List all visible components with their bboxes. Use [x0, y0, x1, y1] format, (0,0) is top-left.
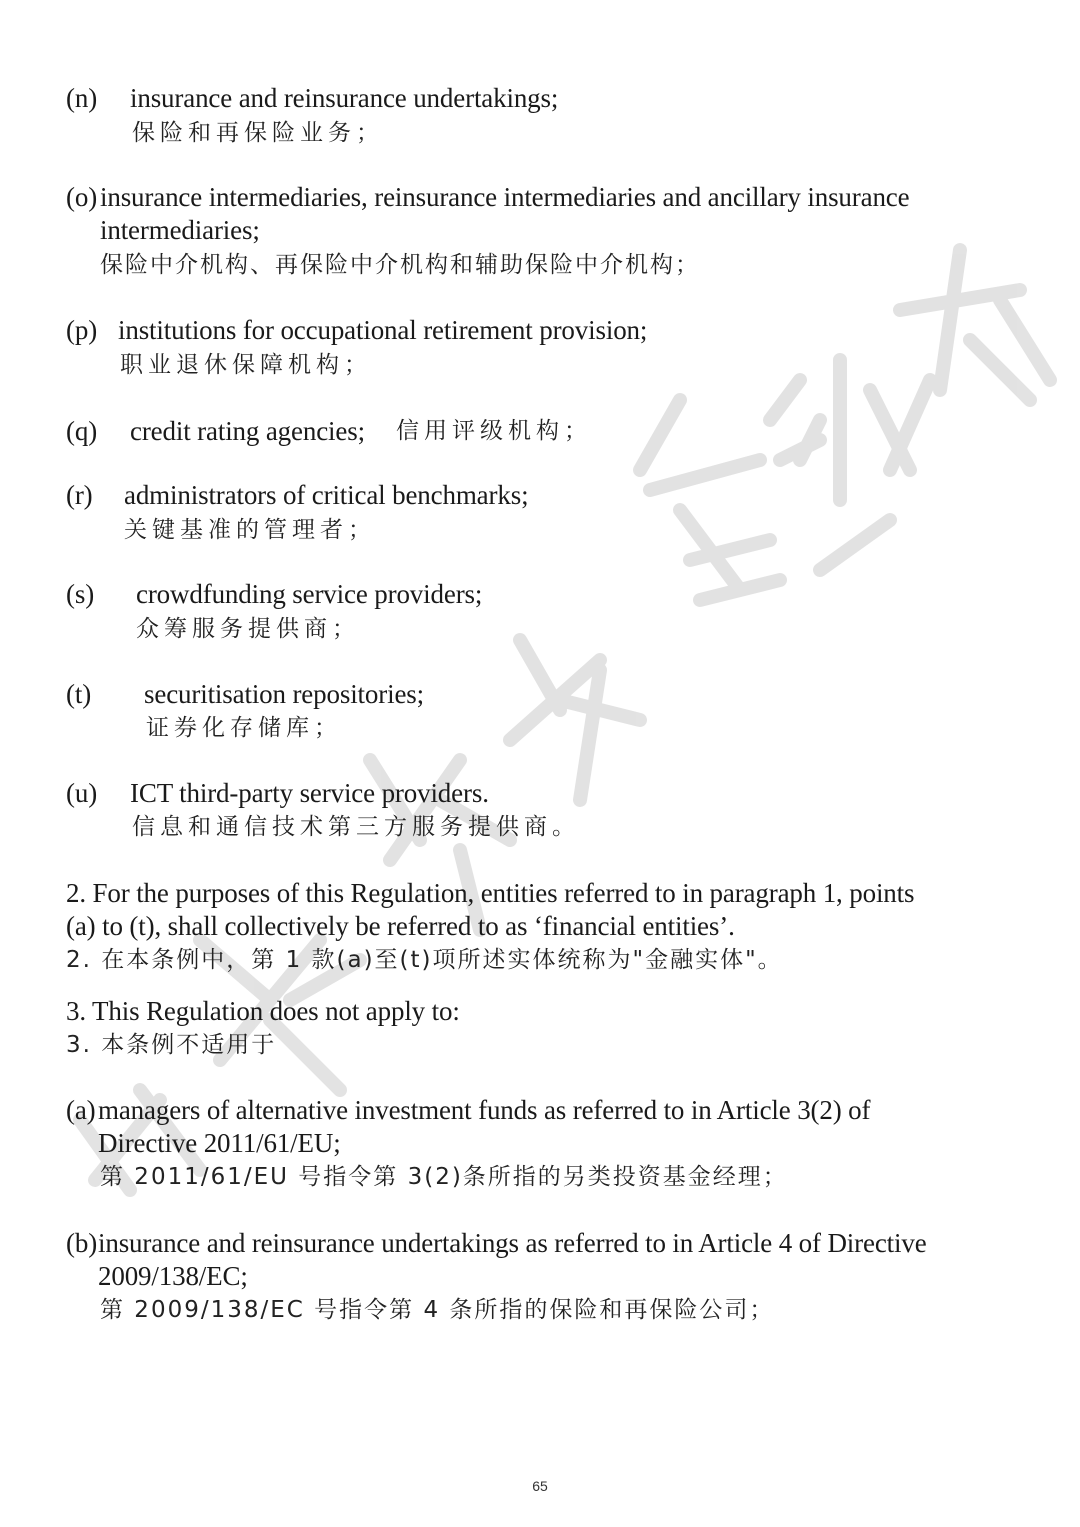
exclusion-a-marker: (a)	[66, 1095, 96, 1125]
exclusion-a-text-en-line2: Directive 2011/61/EU;	[98, 1128, 341, 1158]
item-q-marker: (q)	[66, 416, 98, 446]
para3-text-en: 3. This Regulation does not apply to:	[66, 996, 460, 1026]
item-r-text-en: administrators of critical benchmarks;	[124, 480, 529, 510]
page-number: 65	[532, 1478, 548, 1494]
exclusion-b-text-en-line1: insurance and reinsurance undertakings as referred to in Article 4 of Directive	[98, 1228, 927, 1258]
para2-text-zh: 2. 在本条例中，第 1 款(a)至(t)项所述实体统称为"金融实体"。	[66, 947, 783, 973]
item-t-text-zh: 证券化存储库；	[146, 715, 342, 741]
para2-text-en-line2: (a) to (t), shall collectively be referred to as ‘financial entities’.	[66, 911, 735, 941]
item-o-text-zh: 保险中介机构、再保险中介机构和辅助保险中介机构；	[100, 252, 700, 278]
item-q-text-zh: 信用评级机构；	[396, 418, 592, 444]
para2-text-en-line1: 2. For the purposes of this Regulation, entities referred to in paragraph 1, points	[66, 878, 915, 908]
item-u-text-en: ICT third-party service providers.	[130, 778, 489, 808]
item-t-marker: (t)	[66, 679, 92, 709]
item-s-text-en: crowdfunding service providers;	[136, 579, 483, 609]
item-p-text-zh: 职业退休保障机构；	[120, 352, 372, 378]
para3-text-zh: 3. 本条例不适用于	[66, 1032, 277, 1058]
item-t-text-en: securitisation repositories;	[144, 679, 424, 709]
exclusion-b-text-zh: 第 2009/138/EC 号指令第 4 条所指的保险和再保险公司；	[100, 1297, 775, 1323]
item-u-text-zh: 信息和通信技术第三方服务提供商。	[132, 814, 580, 840]
exclusion-a-text-en-line1: managers of alternative investment funds as referred to in Article 3(2) of	[98, 1095, 871, 1125]
item-o-text-en-line2: intermediaries;	[100, 215, 260, 245]
item-s-text-zh: 众筹服务提供商；	[136, 616, 360, 642]
item-s-marker: (s)	[66, 579, 95, 609]
item-n-text-en: insurance and reinsurance undertakings;	[130, 83, 559, 113]
item-o-text-en-line1: insurance intermediaries, reinsurance intermediaries and ancillary insurance	[100, 182, 910, 212]
item-r-marker: (r)	[66, 480, 93, 510]
item-r-text-zh: 关键基准的管理者；	[124, 517, 376, 543]
exclusion-b-marker: (b)	[66, 1228, 98, 1258]
exclusion-b-text-en-line2: 2009/138/EC;	[98, 1261, 248, 1291]
item-o-marker: (o)	[66, 182, 98, 212]
item-u-marker: (u)	[66, 778, 98, 808]
exclusion-a-text-zh: 第 2011/61/EU 号指令第 3(2)条所指的另类投资基金经理；	[100, 1164, 788, 1190]
item-n-marker: (n)	[66, 83, 98, 113]
item-n-text-zh: 保险和再保险业务；	[132, 120, 384, 146]
item-q-text-en: credit rating agencies;	[130, 416, 365, 446]
item-p-marker: (p)	[66, 315, 98, 345]
item-p-text-en: institutions for occupational retirement provision;	[118, 315, 648, 345]
